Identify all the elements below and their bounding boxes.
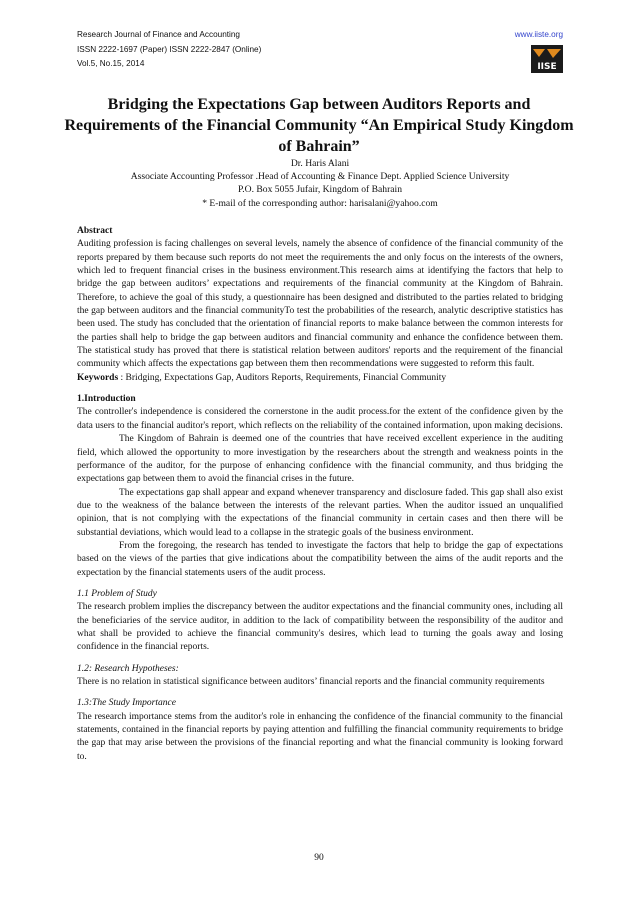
problem-heading: 1.1 Problem of Study <box>77 588 157 599</box>
journal-volume: Vol.5, No.15, 2014 <box>77 59 145 68</box>
iiste-logo-icon <box>531 45 563 73</box>
introduction-paragraph-2: The Kingdom of Bahrain is deemed one of the countries that have received excellent experience in the auditing field, which allowed the opportunity to more investigation by the researchers about the strength and weakness points in the performance of the auditor, for the purpose of enhancing confidence with the financial community, and thus bridging the expectations gap between them to avoid the financial crises in the future. <box>77 434 563 485</box>
importance-heading: 1.3:The Study Importance <box>77 698 176 709</box>
author-email: * E-mail of the corresponding author: harisalani@yahoo.com <box>202 197 438 209</box>
journal-info <box>77 28 261 72</box>
page-header <box>77 28 563 94</box>
main-body <box>77 225 563 764</box>
journal-name: Research Journal of Finance and Accounting <box>77 30 240 39</box>
author-affiliation: Associate Accounting Professor .Head of Accounting & Finance Dept. Applied Science University <box>130 171 510 183</box>
author-name: Dr. Haris Alani <box>290 158 350 169</box>
page-number: 90 <box>314 853 324 863</box>
introduction-paragraph-3: The expectations gap shall appear and expand whenever transparency and disclosure faded. This gap shall also exist due to the weakness of the balance between the interests of the relevant parties. When the auditor issued an unqualified opinion, that is not complying with the expectations of the financial community in certain cases and then there will be substantial deviations, which would lead to a collapse in the strategic goals of the business environment. <box>77 487 563 538</box>
introduction-paragraph-4: From the foregoing, the research has tended to investigate the factors that help to bridge the gap of expectations based on the views of the parties that give indications about the compatibility between the aims of the audit reports and the expectation by the financial statements users of the audit process. <box>77 540 563 578</box>
abstract-text: Auditing profession is facing challenges on several levels, namely the absence of confidence of the financial community of the reports prepared by them because such reports do not meet the requirements the and only focus on the interests of the owners, which led to frequent financial crises in the business environment.This research aims at identifying the factors that help to bridge the gap between auditors’ expectations and requirements of the financial community at the Kingdom of Bahrain. Therefore, to achieve the goal of this study, a questionnaire has been designed and distributed to the parties related to bridging the gap between auditors and the financial communityTo test the probabilities of the research, analytic descriptive statistics has been used. The study has concluded that the orientation of financial reports to make balance between the common interests for the parties shall help to bridge the gap between auditors and financial community and enhance the confidence between them. The statistical study has proved that there is statistical relation between auditors' reports and the requirement of the financial community which affects the expectations gap between them then recommendations were suggested to reform this fault. <box>77 239 563 370</box>
journal-brand <box>515 28 563 73</box>
journal-issn: ISSN 2222-1697 (Paper) ISSN 2222-2847 (Online) <box>77 44 262 54</box>
logo-text: IISE <box>537 61 557 72</box>
hypotheses-text: There is no relation in statistical significance between auditors’ financial reports and the financial community requirements <box>77 677 545 687</box>
hypotheses-heading: 1.2: Research Hypotheses: <box>77 663 179 674</box>
introduction-paragraph-1: The controller's independence is considered the cornerstone in the audit process.for the extent of the confidence given by the data users to the financial auditor's report, which reflects on the reliability of the contained information, upon making decisions. <box>77 407 563 431</box>
paper-title: Bridging the Expectations Gap between Auditors Reports and Requirements of the Financial Community “An Empirical Study Kingdom of Bahrain” <box>64 96 574 155</box>
abstract-heading: Abstract <box>77 226 113 236</box>
keywords-line <box>77 372 563 385</box>
problem-text: The research problem implies the discrepancy between the auditor expectations and the financial community ones, including all the beneficiaries of the service auditor, in addition to the lack of compatibility between the responsibility of the auditor and what shall be provided to achieve the financial community's desires, which lead to turning the goals away and losing confidence in the financial reports. <box>77 602 563 653</box>
author-address: P.O. Box 5055 Jufair, Kingdom of Bahrain <box>237 184 403 196</box>
introduction-heading: 1.Introduction <box>77 394 136 405</box>
keywords-list: : Bridging, Expectations Gap, Auditors Reports, Requirements, Financial Community <box>118 372 447 383</box>
journal-website-link[interactable]: www.iiste.org <box>514 30 563 39</box>
keywords-label: Keywords <box>77 372 119 383</box>
author-block <box>77 157 563 210</box>
importance-text: The research importance stems from the auditor's role in enhancing the confidence of the financial community to the financial statements, contained in the financial reports by paying attention and fulfilling the financial community requirements to bridge the gap that may arise between the provisions of the financial reporting and what the financial community is looking forward to. <box>77 711 563 762</box>
